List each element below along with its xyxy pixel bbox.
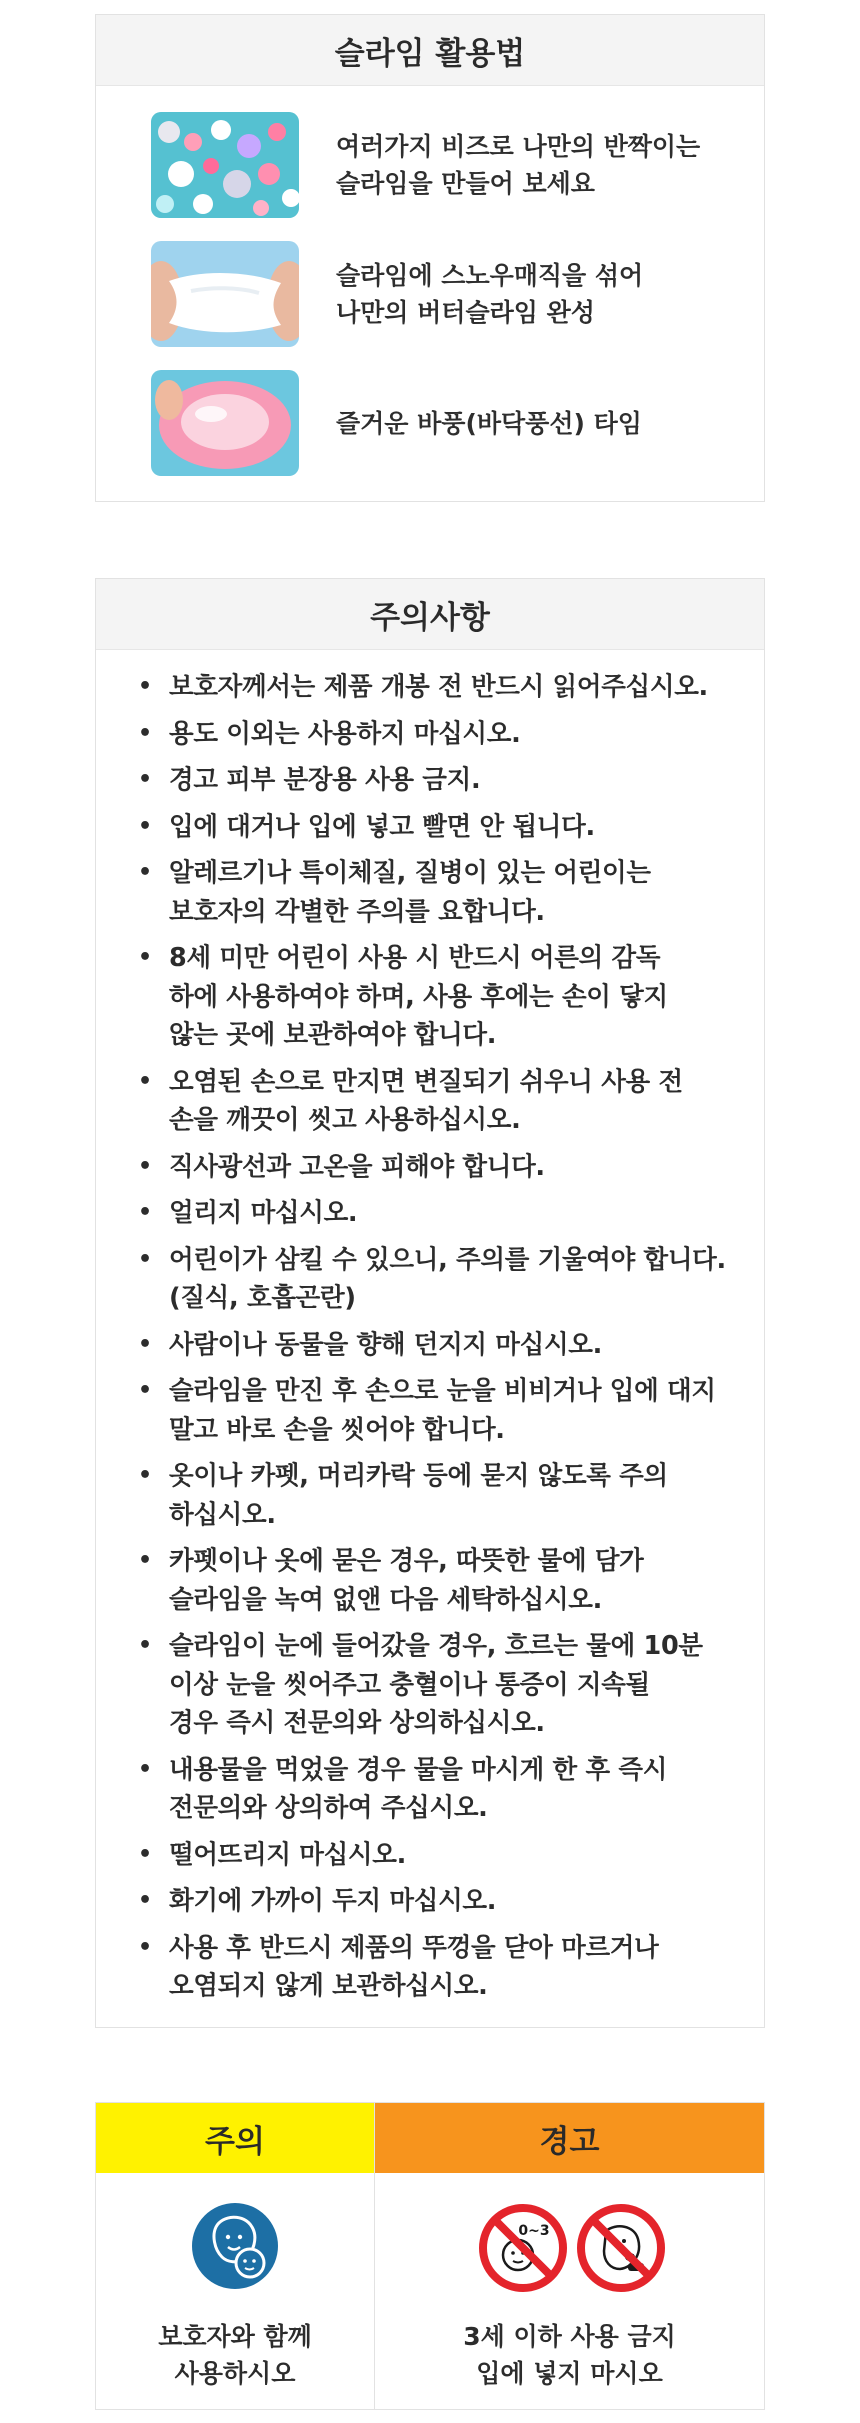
bullet-icon: • bbox=[138, 1841, 152, 1867]
parent-with-child-icon bbox=[192, 2203, 278, 2293]
usage-item-line1: 여러가지 비즈로 나만의 반짝이는 bbox=[336, 132, 701, 161]
caution-item-line: (질식, 호흡곤란) bbox=[169, 1283, 356, 1313]
caution-item-line: 않는 곳에 보관하여야 합니다. bbox=[169, 1020, 497, 1050]
age-range-label: 0~3 bbox=[518, 2223, 550, 2239]
caution-item-line: 손을 깨끗이 씻고 사용하십시오. bbox=[169, 1105, 521, 1135]
usage-item-line1: 슬라임에 스노우매직을 섞어 bbox=[336, 261, 644, 290]
no-under-3-icon bbox=[478, 2203, 568, 2297]
bullet-icon: • bbox=[138, 860, 152, 885]
caution-item bbox=[96, 668, 764, 707]
warning-caption-line1: 3세 이하 사용 금지 bbox=[463, 2322, 676, 2351]
butter-slime-photo bbox=[151, 241, 299, 347]
caution-item-line: 하에 사용하여야 하며, 사용 후에는 손이 닿지 bbox=[169, 981, 668, 1012]
bullet-icon: • bbox=[138, 1068, 152, 1094]
caution-item-line: 보호자의 각별한 주의를 요합니다. bbox=[169, 896, 545, 927]
bullet-icon: • bbox=[138, 1934, 152, 1960]
caution-item bbox=[96, 1836, 764, 1875]
caution-item bbox=[96, 1326, 764, 1365]
usage-item bbox=[96, 370, 764, 476]
caution-item-line: 경우 즉시 전문의와 상의하십시오. bbox=[169, 1708, 545, 1738]
warning-header: 경고 bbox=[375, 2103, 764, 2173]
bullet-icon: • bbox=[138, 1633, 152, 1658]
caution-section bbox=[95, 578, 765, 2028]
caution-item bbox=[96, 939, 764, 1055]
caution-item-line: 떨어뜨리지 마십시오. bbox=[169, 1839, 406, 1870]
usage-section bbox=[95, 14, 765, 502]
bullet-icon: • bbox=[138, 1463, 152, 1488]
bullet-icon: • bbox=[138, 1153, 152, 1179]
warning-table bbox=[95, 2102, 765, 2410]
caution-item bbox=[96, 1542, 764, 1619]
caution-item bbox=[96, 1627, 764, 1743]
caution-header: 주의 bbox=[96, 2103, 374, 2173]
caution-caption-line1: 보호자와 함께 bbox=[158, 2322, 312, 2351]
caution-item-line: 경고 피부 분장용 사용 금지. bbox=[169, 765, 481, 795]
caution-item-line: 보호자께서는 제품 개봉 전 반드시 읽어주십시오. bbox=[169, 672, 708, 702]
caution-item bbox=[96, 715, 764, 754]
bullet-icon: • bbox=[138, 1378, 152, 1403]
caution-item-line: 내용물을 먹었을 경우 물을 마시게 한 후 즉시 bbox=[169, 1754, 668, 1785]
no-mouth-icon bbox=[576, 2203, 666, 2297]
caution-item-line: 얼리지 마십시오. bbox=[169, 1198, 358, 1228]
bullet-icon: • bbox=[138, 674, 152, 699]
caution-item-line: 오염된 손으로 만지면 변질되기 쉬우니 사용 전 bbox=[169, 1066, 683, 1097]
bubble-slime-photo bbox=[151, 370, 299, 476]
usage-title: 슬라임 활용법 bbox=[96, 15, 764, 86]
beads-slime-photo bbox=[151, 112, 299, 218]
caution-item bbox=[96, 1882, 764, 1921]
caution-item bbox=[96, 854, 764, 931]
caution-item-line: 전문의와 상의하여 주십시오. bbox=[169, 1793, 488, 1823]
caution-item bbox=[96, 1751, 764, 1828]
caution-item-line: 화기에 가까이 두지 마십시오. bbox=[169, 1886, 497, 1916]
caution-item-line: 용도 이외는 사용하지 마십시오. bbox=[169, 718, 521, 749]
caution-item-line: 사람이나 동물을 향해 던지지 마십시오. bbox=[169, 1329, 603, 1360]
caution-item bbox=[96, 1063, 764, 1140]
caution-item-line: 직사광선과 고온을 피해야 합니다. bbox=[169, 1151, 545, 1182]
caution-item-line: 8세 미만 어린이 사용 시 반드시 어른의 감독 bbox=[169, 943, 661, 973]
caution-item-line: 옷이나 카펫, 머리카락 등에 묻지 않도록 주의 bbox=[169, 1461, 668, 1491]
caution-item bbox=[96, 761, 764, 800]
caution-item bbox=[96, 808, 764, 847]
caution-item-line: 사용 후 반드시 제품의 뚜껑을 닫아 마르거나 bbox=[169, 1932, 659, 1963]
usage-item-line1: 즐거운 바풍(바닥풍선) 타임 bbox=[336, 408, 642, 438]
caution-item-line: 알레르기나 특이체질, 질병이 있는 어린이는 bbox=[169, 858, 651, 888]
bullet-icon: • bbox=[138, 720, 152, 746]
caution-item-line: 슬라임을 녹여 없앤 다음 세탁하십시오. bbox=[169, 1584, 603, 1615]
caution-item-line: 슬라임이 눈에 들어갔을 경우, 흐르는 물에 10분 bbox=[169, 1631, 703, 1661]
bullet-icon: • bbox=[138, 767, 152, 792]
bullet-icon: • bbox=[138, 1888, 152, 1913]
caution-item bbox=[96, 1929, 764, 2006]
caution-item-line: 하십시오. bbox=[169, 1499, 276, 1530]
caution-item-line: 오염되지 않게 보관하십시오. bbox=[169, 1971, 488, 2001]
bullet-icon: • bbox=[138, 1246, 152, 1272]
caution-item-line: 말고 바로 손을 씻어야 합니다. bbox=[169, 1414, 505, 1445]
bullet-icon: • bbox=[138, 813, 152, 839]
caution-column bbox=[96, 2103, 375, 2409]
caution-item-line: 카펫이나 옷에 묻은 경우, 따뜻한 물에 담가 bbox=[169, 1546, 644, 1576]
usage-item bbox=[96, 241, 764, 347]
warning-caption-line2: 입에 넣지 마시오 bbox=[476, 2359, 663, 2388]
caution-item bbox=[96, 1194, 764, 1233]
usage-item-line2: 나만의 버터슬라임 완성 bbox=[336, 298, 595, 327]
warning-column bbox=[375, 2103, 764, 2409]
caution-title: 주의사항 bbox=[96, 579, 764, 650]
caution-item bbox=[96, 1148, 764, 1187]
bullet-icon: • bbox=[138, 1756, 152, 1782]
caution-list bbox=[96, 650, 764, 2006]
bullet-icon: • bbox=[138, 1331, 152, 1357]
caution-item-line: 어린이가 삼킬 수 있으니, 주의를 기울여야 합니다. bbox=[169, 1244, 726, 1275]
caution-caption-line2: 사용하시오 bbox=[174, 2359, 296, 2388]
caution-item bbox=[96, 1372, 764, 1449]
caution-item-line: 슬라임을 만진 후 손으로 눈을 비비거나 입에 대지 bbox=[169, 1376, 716, 1406]
bullet-icon: • bbox=[138, 1200, 152, 1225]
caution-item-line: 이상 눈을 씻어주고 충혈이나 통증이 지속될 bbox=[169, 1669, 650, 1700]
usage-item bbox=[96, 112, 764, 218]
caution-item-line: 입에 대거나 입에 넣고 빨면 안 됩니다. bbox=[169, 811, 595, 842]
usage-item-line2: 슬라임을 만들어 보세요 bbox=[336, 169, 595, 198]
bullet-icon: • bbox=[138, 1548, 152, 1573]
bullet-icon: • bbox=[138, 945, 152, 970]
caution-item bbox=[96, 1241, 764, 1318]
caution-item bbox=[96, 1457, 764, 1534]
